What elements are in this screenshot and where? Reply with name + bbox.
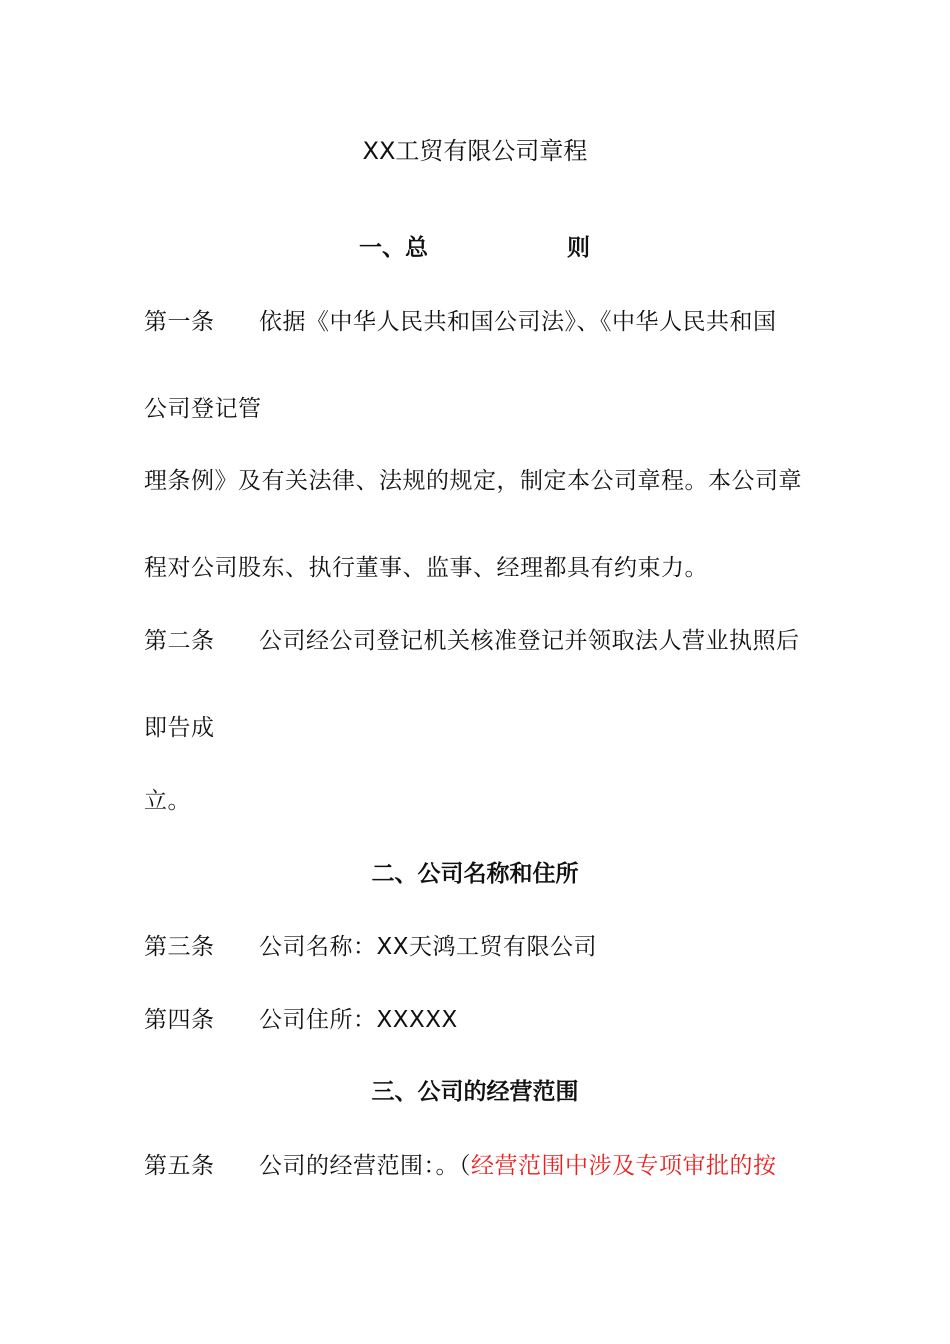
section2-heading: 二、公司名称和住所 (371, 861, 579, 887)
article1-line2: 公司登记管 (144, 396, 262, 422)
document-title: XX工贸有限公司章程 (362, 137, 588, 165)
section3-heading: 三、公司的经营范围 (371, 1079, 579, 1105)
article1-line4: 程对公司股东、执行董事、监事、经理都具有约束力。 (144, 555, 708, 581)
article1-line3: 理条例》及有关法律、法规的规定，制定本公司章程。本公司章 (144, 468, 802, 494)
article3-text: 公司名称：XX天鸿工贸有限公司 (259, 934, 598, 960)
article2-text-line1: 公司经公司登记机关核准登记并领取法人营业执照后 (259, 628, 800, 654)
article4-line (144, 1005, 458, 1035)
article1-label: 第一条 (144, 309, 215, 335)
article5-label: 第五条 (144, 1153, 215, 1179)
article3-line (144, 932, 597, 962)
article2-line3: 立。 (144, 788, 191, 814)
section1-heading-left: 一、总 (359, 235, 428, 261)
article3-label: 第三条 (144, 934, 215, 960)
section1-heading-right: 则 (567, 235, 590, 261)
article2-line2: 即告成 (144, 715, 215, 741)
article4-text: 公司住所：XXXXX (259, 1007, 458, 1033)
article1-line1 (144, 307, 777, 337)
article1-text-line1: 依据《中华人民共和国公司法》、《中华人民共和国 (259, 309, 777, 335)
article2-label: 第二条 (144, 628, 215, 654)
article5-line (144, 1151, 777, 1181)
article4-label: 第四条 (144, 1007, 215, 1033)
article5-text: 公司的经营范围：。（ (259, 1153, 471, 1179)
article5-red-text: 经营范围中涉及专项审批的按 (471, 1153, 777, 1179)
article2-line1 (144, 626, 800, 656)
